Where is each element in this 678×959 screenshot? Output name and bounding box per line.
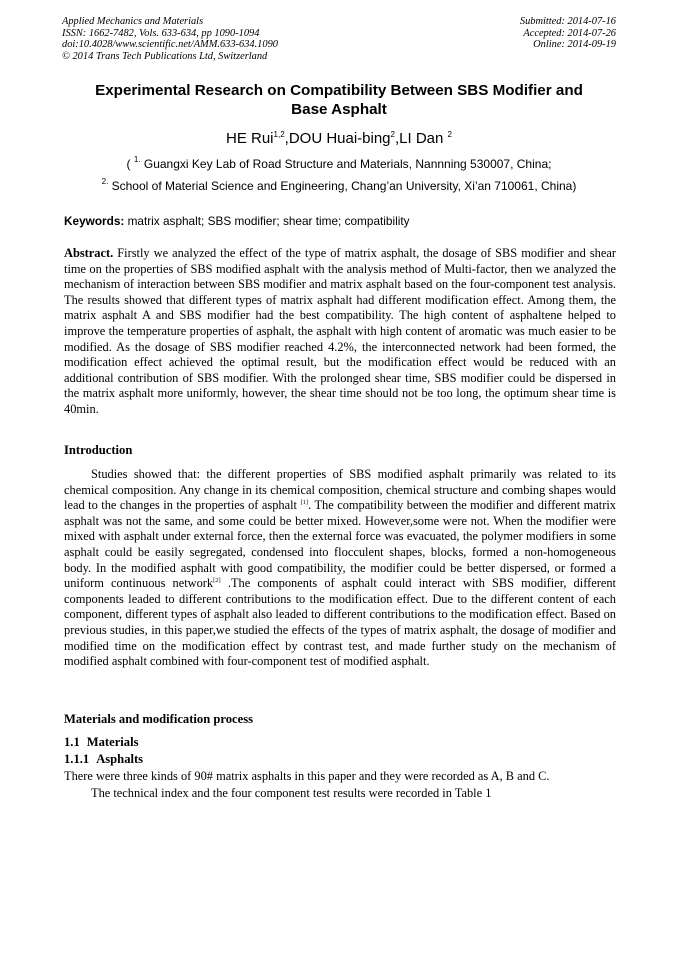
paper-title-line-1: Experimental Research on Compatibility Between SBS Modifier and xyxy=(95,82,583,99)
author-affiliation-mark: 2 xyxy=(447,130,452,139)
accepted-date: Accepted: 2014-07-26 xyxy=(523,27,616,39)
journal-doi: doi:10.4028/www.scientific.net/AMM.633-634.1090 xyxy=(62,39,278,51)
materials-paragraph-1: There were three kinds of 90# matrix asphalts in this paper and they were recorded as A, B and C. xyxy=(64,769,550,783)
keywords-text: matrix asphalt; SBS modifier; shear time; compatibility xyxy=(124,214,410,228)
author-name: DOU Huai-bing xyxy=(288,130,391,147)
subsection-number: 1.1 xyxy=(64,735,80,749)
journal-issn: ISSN: 1662-7482, Vols. 633-634, pp 1090-1094 xyxy=(62,27,260,39)
introduction-text-3: .The components of asphalt could interact with SBS modifier, different components leaded to different contributions to the modification effect. Due to the different content of each component, different types of asphalt also leaded to different contributions to the modification effect. Based on previous studies, in this paper,we studied the effects of the types of matrix asphalt, the dosage of modifier and modified time on the modification effect by contrast test, and made further study on the mechanism of modified asphalt combined with four-component test of modified asphalt. xyxy=(64,576,616,669)
abstract xyxy=(64,246,616,418)
author-list xyxy=(64,130,614,147)
subsubsection-number: 1.1.1 xyxy=(64,752,90,766)
subsubsection-title: Asphalts xyxy=(96,752,144,766)
author-name: HE Rui xyxy=(226,130,274,147)
paper-title xyxy=(64,81,614,119)
affiliation-mark: 2. xyxy=(101,177,109,186)
online-date: Online: 2014-09-19 xyxy=(533,39,616,51)
affiliation-1 xyxy=(64,157,614,171)
affiliation-2 xyxy=(64,179,614,193)
submitted-date: Submitted: 2014-07-16 xyxy=(519,16,616,27)
subsection-title: Materials xyxy=(86,735,139,749)
introduction-text-2: . The compatibility between the modifier and different matrix asphalt was not the same, and some could be better mixed. However,some were not. When the modifier were mixed with asphalt under external force, then the external force was evacuated, the polymer modifiers in some asphalt could be easily segregated, condensed into flocculent shapes, blocks, formed a non-homogeneous body. In the modified asphalt with good compatibility, the modifier could be better dispersed, or formed a uniform continuous network xyxy=(64,498,616,591)
affiliation-text: School of Material Science and Engineering, Chang’an University, Xi’an 710061, China) xyxy=(108,179,577,193)
introduction-heading: Introduction xyxy=(64,443,133,457)
affiliation-prefix: ( xyxy=(126,157,134,171)
subsection-heading xyxy=(64,735,146,750)
citation-2: [2] xyxy=(213,577,221,585)
affiliation-text: Guangxi Key Lab of Road Structure and Materials, Nannning 530007, China; xyxy=(140,157,552,171)
abstract-text: Firstly we analyzed the effect of the type of matrix asphalt, the dosage of SBS modifier and shear time on the properties of SBS modified asphalt with the analysis method of Multi-factor, then we analyzed the mechanism of interaction between SBS modifier and matrix asphalt based on the four-component test analysis. The results showed that different types of matrix asphalt had different modification effect. Among them, the matrix asphalt A and SBS modifier had the best compatibility. The high content of asphaltene helped to improve the temperature properties of asphalt, the asphalt with high content of aromatic was much easier to be modified. As the dosage of SBS modifier reached 4.2%, the interconnected network had been formed, the modification effect achieved the optimal result, but the modification effect would be reduced with an additional contribution of SBS modifier. With the prolonged shear time, SBS modifier could be dispersed in the matrix asphalt more uniformly, however, the shear time should not be too long, the optimum shear time is 40min. xyxy=(64,246,616,416)
author-separator: , xyxy=(284,130,289,147)
journal-copyright: © 2014 Trans Tech Publications Ltd, Switzerland xyxy=(62,50,268,62)
paper-title-line-2: Base Asphalt xyxy=(291,101,387,118)
affiliation-mark: 1. xyxy=(133,155,141,164)
author-affiliation-mark: 2 xyxy=(390,130,395,139)
subsubsection-heading xyxy=(64,752,150,767)
author-separator: , xyxy=(394,130,400,147)
introduction-text-1: Studies showed that: the different properties of SBS modified asphalt primarily was related to its chemical composition. Any change in its chemical composition, chemical structure and combing shapes would lead to the changes in the properties of asphalt xyxy=(64,467,616,513)
citation-1: [1] xyxy=(300,499,309,507)
keywords-label: Keywords: xyxy=(64,214,125,228)
journal-info xyxy=(62,16,278,62)
journal-name: Applied Mechanics and Materials xyxy=(62,16,204,27)
author-affiliation-mark: 1,2 xyxy=(273,130,285,139)
publication-dates xyxy=(520,16,616,51)
abstract-label: Abstract. xyxy=(64,246,114,260)
keywords xyxy=(64,214,616,228)
materials-heading: Materials and modification process xyxy=(64,712,254,726)
author-name: LI Dan xyxy=(399,130,448,147)
materials-paragraph-2: The technical index and the four component test results were recorded in Table 1 xyxy=(91,786,492,800)
introduction-paragraph xyxy=(64,467,616,670)
